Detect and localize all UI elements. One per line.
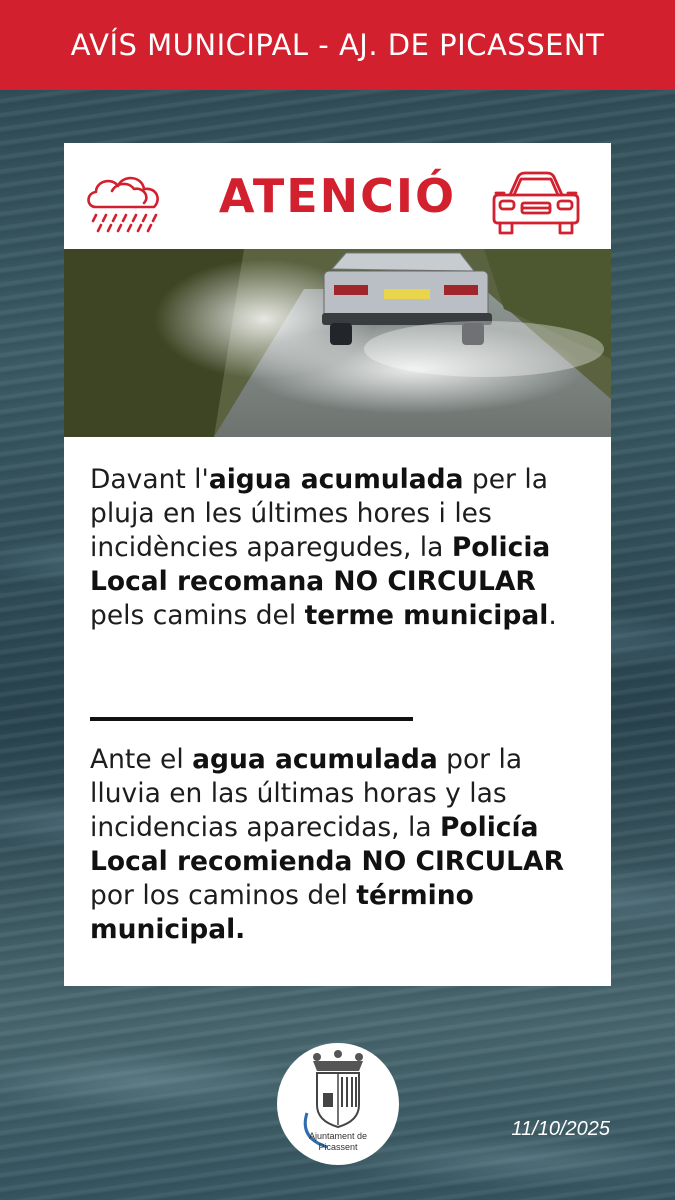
car-photo-illustration bbox=[64, 249, 611, 437]
publication-date: 11/10/2025 bbox=[511, 1118, 610, 1140]
divider-line bbox=[90, 717, 413, 721]
flooded-road-photo bbox=[64, 249, 611, 437]
text-bold: aigua acumulada bbox=[208, 464, 464, 495]
car-icon bbox=[490, 167, 582, 239]
logo-line-1: Ajuntament de bbox=[308, 1131, 368, 1141]
spanish-message bbox=[90, 743, 590, 947]
notice-card bbox=[64, 143, 611, 986]
text-segment: Ante el bbox=[90, 744, 193, 775]
logo-line-2: Picassent bbox=[318, 1142, 358, 1152]
logo-caption bbox=[277, 1131, 399, 1153]
text-segment: por la lluvia en las últimas horas y las incidencias aparecidas, la bbox=[90, 744, 523, 843]
card-header bbox=[64, 143, 611, 249]
town-hall-logo bbox=[277, 1043, 399, 1165]
text-bold: Policía Local recomienda NO CIRCULAR bbox=[90, 812, 564, 877]
banner-title: AVÍS MUNICIPAL - AJ. DE PICASSENT bbox=[70, 28, 605, 62]
text-bold: terme municipal bbox=[304, 600, 549, 631]
text-segment: por los caminos del bbox=[90, 880, 357, 911]
text-bold: agua acumulada bbox=[192, 744, 438, 775]
attention-title: ATENCIÓ bbox=[218, 169, 457, 223]
text-bold: Policia Local recomana NO CIRCULAR bbox=[90, 532, 551, 597]
valencian-message bbox=[90, 463, 590, 633]
text-segment: pels camins del bbox=[90, 600, 305, 631]
text-bold: término municipal. bbox=[90, 880, 474, 945]
text-segment: . bbox=[548, 600, 557, 631]
text-segment: Davant l' bbox=[90, 464, 209, 495]
rain-cloud-icon bbox=[82, 169, 178, 237]
top-banner bbox=[0, 0, 675, 90]
text-segment: per la pluja en les últimes hores i les incidències aparegudes, la bbox=[90, 464, 548, 563]
